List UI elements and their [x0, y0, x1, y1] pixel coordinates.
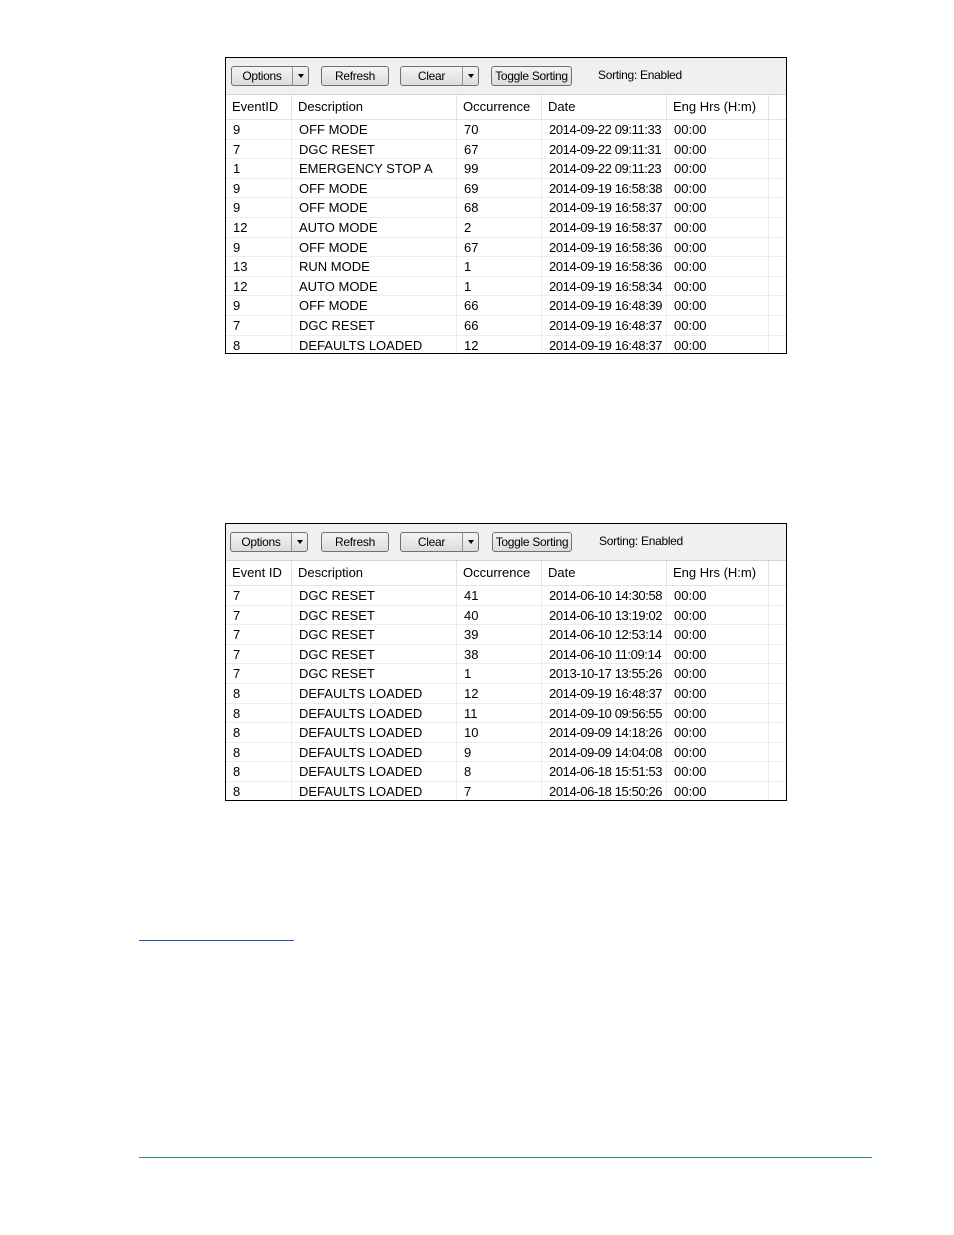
chevron-down-icon	[297, 540, 303, 544]
cell-eng-hrs: 00:00	[667, 159, 769, 178]
cell-eng-hrs: 00:00	[667, 316, 769, 335]
cell-occurrence: 8	[457, 762, 542, 781]
cell-date: 2014-06-10 13:19:02	[542, 606, 667, 625]
cell-filler	[769, 257, 786, 276]
cell-filler	[769, 159, 786, 178]
column-header-date[interactable]: Date	[542, 561, 667, 585]
cell-eng-hrs: 00:00	[667, 140, 769, 159]
cell-event-id: 8	[226, 704, 292, 723]
cell-description: DEFAULTS LOADED	[292, 723, 457, 742]
cell-occurrence: 1	[457, 664, 542, 683]
cell-filler	[769, 218, 786, 237]
cell-event-id: 1	[226, 159, 292, 178]
table-row[interactable]	[226, 645, 786, 665]
table-header	[226, 95, 786, 120]
cell-event-id: 8	[226, 723, 292, 742]
cell-date: 2014-09-19 16:58:36	[542, 257, 667, 276]
cell-filler	[769, 336, 786, 353]
table-row[interactable]	[226, 586, 786, 606]
table-row[interactable]	[226, 625, 786, 645]
chevron-down-icon	[298, 74, 304, 78]
cell-event-id: 8	[226, 743, 292, 762]
cell-event-id: 9	[226, 238, 292, 257]
cell-filler	[769, 684, 786, 703]
cell-event-id: 9	[226, 179, 292, 198]
cell-occurrence: 1	[457, 257, 542, 276]
cell-description: DGC RESET	[292, 625, 457, 644]
table-row[interactable]	[226, 704, 786, 724]
cell-description: DGC RESET	[292, 664, 457, 683]
toggle-sorting-button[interactable]: Toggle Sorting	[492, 532, 572, 552]
table-row[interactable]	[226, 257, 786, 277]
cell-description: DGC RESET	[292, 140, 457, 159]
cell-occurrence: 1	[457, 277, 542, 296]
cell-event-id: 8	[226, 762, 292, 781]
column-header-date[interactable]: Date	[542, 95, 667, 119]
cell-eng-hrs: 00:00	[667, 257, 769, 276]
cell-eng-hrs: 00:00	[667, 120, 769, 139]
cell-description: RUN MODE	[292, 257, 457, 276]
refresh-button[interactable]: Refresh	[321, 532, 389, 552]
cell-occurrence: 70	[457, 120, 542, 139]
cell-filler	[769, 743, 786, 762]
cell-eng-hrs: 00:00	[667, 684, 769, 703]
cell-event-id: 12	[226, 277, 292, 296]
cell-filler	[769, 664, 786, 683]
hyperlink-underline[interactable]	[139, 940, 294, 941]
column-header-occurrence[interactable]: Occurrence	[457, 95, 542, 119]
cell-description: OFF MODE	[292, 198, 457, 217]
cell-description: OFF MODE	[292, 120, 457, 139]
table-row[interactable]	[226, 762, 786, 782]
options-dropdown-button[interactable]	[291, 532, 308, 552]
cell-description: DEFAULTS LOADED	[292, 762, 457, 781]
column-header-description[interactable]: Description	[292, 95, 457, 119]
cell-date: 2014-09-19 16:48:37	[542, 684, 667, 703]
cell-occurrence: 7	[457, 782, 542, 800]
cell-filler	[769, 120, 786, 139]
event-log-panel	[225, 523, 787, 801]
clear-button[interactable]: Clear	[400, 66, 463, 86]
cell-event-id: 9	[226, 198, 292, 217]
cell-description: OFF MODE	[292, 179, 457, 198]
table-body	[226, 120, 786, 353]
cell-description: DEFAULTS LOADED	[292, 336, 457, 353]
cell-date: 2014-09-09 14:04:08	[542, 743, 667, 762]
cell-occurrence: 12	[457, 336, 542, 353]
cell-eng-hrs: 00:00	[667, 645, 769, 664]
table-row[interactable]	[226, 179, 786, 199]
event-log-panel	[225, 57, 787, 354]
cell-event-id: 7	[226, 645, 292, 664]
chevron-down-icon	[468, 74, 474, 78]
cell-event-id: 9	[226, 120, 292, 139]
cell-date: 2014-09-19 16:58:34	[542, 277, 667, 296]
column-header-description[interactable]: Description	[292, 561, 457, 585]
table-row[interactable]	[226, 238, 786, 258]
cell-filler	[769, 296, 786, 315]
table-row[interactable]	[226, 743, 786, 763]
cell-filler	[769, 179, 786, 198]
cell-description: OFF MODE	[292, 296, 457, 315]
cell-occurrence: 11	[457, 704, 542, 723]
cell-eng-hrs: 00:00	[667, 218, 769, 237]
options-button[interactable]: Options	[231, 66, 293, 86]
table-row[interactable]	[226, 159, 786, 179]
cell-occurrence: 67	[457, 238, 542, 257]
cell-event-id: 8	[226, 336, 292, 353]
options-button[interactable]: Options	[230, 532, 292, 552]
table-row[interactable]	[226, 336, 786, 353]
table-row[interactable]	[226, 277, 786, 297]
cell-occurrence: 40	[457, 606, 542, 625]
cell-event-id: 12	[226, 218, 292, 237]
event-table	[226, 95, 786, 353]
sorting-status: Sorting: Enabled	[598, 68, 682, 82]
cell-description: EMERGENCY STOP A	[292, 159, 457, 178]
cell-occurrence: 69	[457, 179, 542, 198]
cell-event-id: 7	[226, 586, 292, 605]
cell-eng-hrs: 00:00	[667, 296, 769, 315]
event-table	[226, 561, 786, 800]
cell-date: 2014-09-19 16:58:37	[542, 218, 667, 237]
cell-eng-hrs: 00:00	[667, 586, 769, 605]
table-row[interactable]	[226, 723, 786, 743]
cell-eng-hrs: 00:00	[667, 704, 769, 723]
cell-occurrence: 10	[457, 723, 542, 742]
cell-date: 2014-09-22 09:11:33	[542, 120, 667, 139]
cell-filler	[769, 704, 786, 723]
table-row[interactable]	[226, 198, 786, 218]
cell-date: 2014-09-19 16:58:38	[542, 179, 667, 198]
cell-eng-hrs: 00:00	[667, 336, 769, 353]
column-header-eng-hrs[interactable]: Eng Hrs (H:m)	[667, 561, 769, 585]
toolbar	[226, 524, 786, 561]
cell-event-id: 7	[226, 140, 292, 159]
cell-eng-hrs: 00:00	[667, 762, 769, 781]
cell-date: 2014-09-19 16:58:37	[542, 198, 667, 217]
column-header-eng-hrs[interactable]: Eng Hrs (H:m)	[667, 95, 769, 119]
cell-filler	[769, 198, 786, 217]
cell-eng-hrs: 00:00	[667, 743, 769, 762]
cell-date: 2014-09-09 14:18:26	[542, 723, 667, 742]
cell-description: DGC RESET	[292, 586, 457, 605]
table-row[interactable]	[226, 316, 786, 336]
table-row[interactable]	[226, 782, 786, 800]
cell-description: AUTO MODE	[292, 218, 457, 237]
cell-filler	[769, 238, 786, 257]
cell-event-id: 9	[226, 296, 292, 315]
table-row[interactable]	[226, 218, 786, 238]
cell-description: DGC RESET	[292, 316, 457, 335]
cell-occurrence: 66	[457, 316, 542, 335]
cell-filler	[769, 782, 786, 800]
cell-occurrence: 67	[457, 140, 542, 159]
cell-event-id: 8	[226, 684, 292, 703]
cell-eng-hrs: 00:00	[667, 198, 769, 217]
toolbar	[226, 58, 786, 95]
cell-description: OFF MODE	[292, 238, 457, 257]
cell-filler	[769, 762, 786, 781]
cell-filler	[769, 625, 786, 644]
refresh-button[interactable]: Refresh	[321, 66, 389, 86]
chevron-down-icon	[468, 540, 474, 544]
sorting-status: Sorting: Enabled	[599, 534, 683, 548]
cell-eng-hrs: 00:00	[667, 664, 769, 683]
cell-eng-hrs: 00:00	[667, 782, 769, 800]
cell-occurrence: 2	[457, 218, 542, 237]
options-dropdown-button[interactable]	[292, 66, 309, 86]
table-row[interactable]	[226, 606, 786, 626]
cell-date: 2014-09-19 16:58:36	[542, 238, 667, 257]
cell-date: 2014-09-10 09:56:55	[542, 704, 667, 723]
table-body	[226, 586, 786, 800]
column-header-filler	[769, 95, 786, 119]
column-header-event-id[interactable]: Event ID	[226, 561, 292, 585]
cell-filler	[769, 277, 786, 296]
column-header-filler	[769, 561, 786, 585]
cell-description: DEFAULTS LOADED	[292, 684, 457, 703]
cell-eng-hrs: 00:00	[667, 277, 769, 296]
cell-date: 2014-09-22 09:11:31	[542, 140, 667, 159]
table-row[interactable]	[226, 684, 786, 704]
column-header-event-id[interactable]: EventID	[226, 95, 292, 119]
table-row[interactable]	[226, 296, 786, 316]
clear-dropdown-button[interactable]	[462, 532, 479, 552]
clear-button[interactable]: Clear	[400, 532, 463, 552]
cell-date: 2014-09-19 16:48:37	[542, 316, 667, 335]
cell-event-id: 8	[226, 782, 292, 800]
toggle-sorting-button[interactable]: Toggle Sorting	[491, 66, 572, 86]
cell-date: 2014-09-19 16:48:39	[542, 296, 667, 315]
cell-eng-hrs: 00:00	[667, 238, 769, 257]
cell-eng-hrs: 00:00	[667, 179, 769, 198]
cell-date: 2014-06-10 14:30:58	[542, 586, 667, 605]
cell-occurrence: 12	[457, 684, 542, 703]
cell-event-id: 7	[226, 664, 292, 683]
cell-date: 2014-09-22 09:11:23	[542, 159, 667, 178]
cell-filler	[769, 606, 786, 625]
cell-occurrence: 99	[457, 159, 542, 178]
table-row[interactable]	[226, 140, 786, 160]
cell-occurrence: 41	[457, 586, 542, 605]
cell-occurrence: 39	[457, 625, 542, 644]
cell-description: DGC RESET	[292, 606, 457, 625]
cell-description: DEFAULTS LOADED	[292, 782, 457, 800]
cell-description: AUTO MODE	[292, 277, 457, 296]
table-header	[226, 561, 786, 586]
cell-filler	[769, 316, 786, 335]
cell-date: 2014-06-18 15:50:26	[542, 782, 667, 800]
cell-description: DGC RESET	[292, 645, 457, 664]
cell-event-id: 13	[226, 257, 292, 276]
cell-occurrence: 9	[457, 743, 542, 762]
table-row[interactable]	[226, 120, 786, 140]
cell-date: 2014-09-19 16:48:37	[542, 336, 667, 353]
cell-eng-hrs: 00:00	[667, 723, 769, 742]
cell-eng-hrs: 00:00	[667, 625, 769, 644]
cell-filler	[769, 645, 786, 664]
cell-filler	[769, 140, 786, 159]
cell-date: 2013-10-17 13:55:26	[542, 664, 667, 683]
footer-divider	[139, 1157, 872, 1158]
column-header-occurrence[interactable]: Occurrence	[457, 561, 542, 585]
cell-date: 2014-06-10 12:53:14	[542, 625, 667, 644]
cell-description: DEFAULTS LOADED	[292, 704, 457, 723]
cell-event-id: 7	[226, 606, 292, 625]
cell-event-id: 7	[226, 316, 292, 335]
clear-dropdown-button[interactable]	[462, 66, 479, 86]
cell-occurrence: 38	[457, 645, 542, 664]
cell-filler	[769, 586, 786, 605]
table-row[interactable]	[226, 664, 786, 684]
cell-occurrence: 66	[457, 296, 542, 315]
cell-occurrence: 68	[457, 198, 542, 217]
cell-date: 2014-06-10 11:09:14	[542, 645, 667, 664]
cell-filler	[769, 723, 786, 742]
cell-date: 2014-06-18 15:51:53	[542, 762, 667, 781]
cell-event-id: 7	[226, 625, 292, 644]
cell-eng-hrs: 00:00	[667, 606, 769, 625]
cell-description: DEFAULTS LOADED	[292, 743, 457, 762]
